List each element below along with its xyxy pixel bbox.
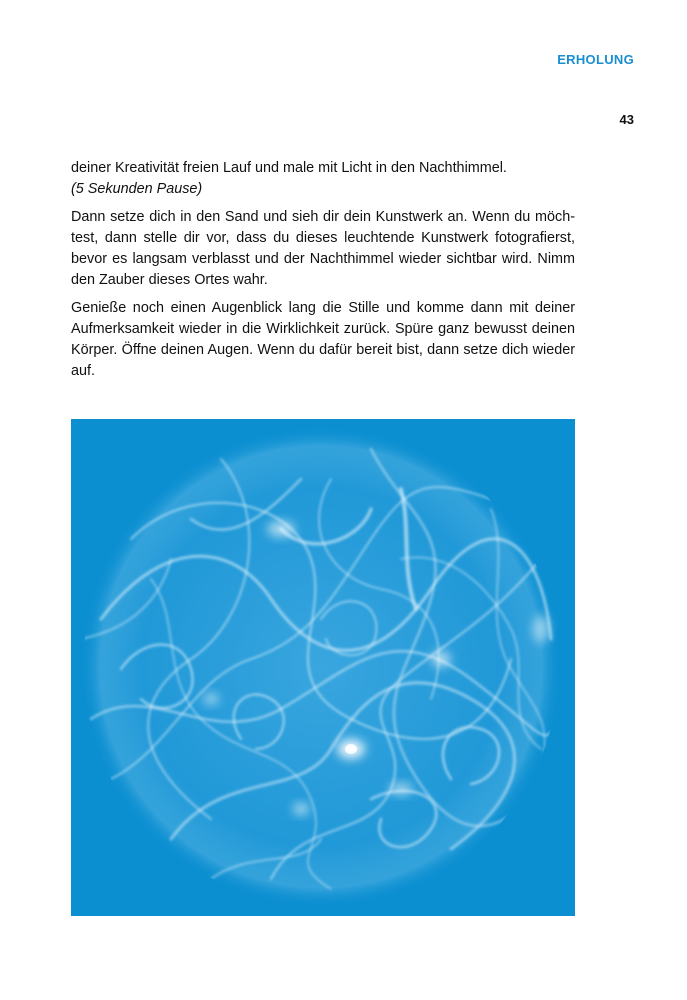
light-painting-svg (71, 419, 575, 916)
paragraph-1-text: deiner Kreativität freien Lauf und male mit Licht in den Nachthimmel. (71, 160, 507, 176)
paragraph-1 (71, 158, 575, 200)
paragraph-2: Dann setze dich in den Sand und sieh dir dein Kunstwerk an. Wenn du möchtest, dann stelle dir vor, dass du dieses leuchtende Kunstwerk fotografierst, bevor es langsam verblasst und der Nachthimmel wieder sichtbar wird. Nimm den Zauber dieses Ortes wahr. (71, 209, 575, 288)
body-text (71, 158, 575, 389)
paragraph-3: Genieße noch einen Augenblick lang die Stille und komme dann mit deiner Aufmerksamkeit wieder in die Wirklichkeit zurück. Spüre ganz bewusst deinen Körper. Öffne deinen Augen. Wenn du dafür bereit bist, dann setze dich wieder auf. (71, 300, 575, 379)
page-number: 43 (619, 112, 634, 127)
pause-note: (5 Sekunden Pause) (71, 181, 203, 197)
light-painting-illustration (71, 419, 575, 916)
running-head-section-title: ERHOLUNG (557, 52, 634, 67)
